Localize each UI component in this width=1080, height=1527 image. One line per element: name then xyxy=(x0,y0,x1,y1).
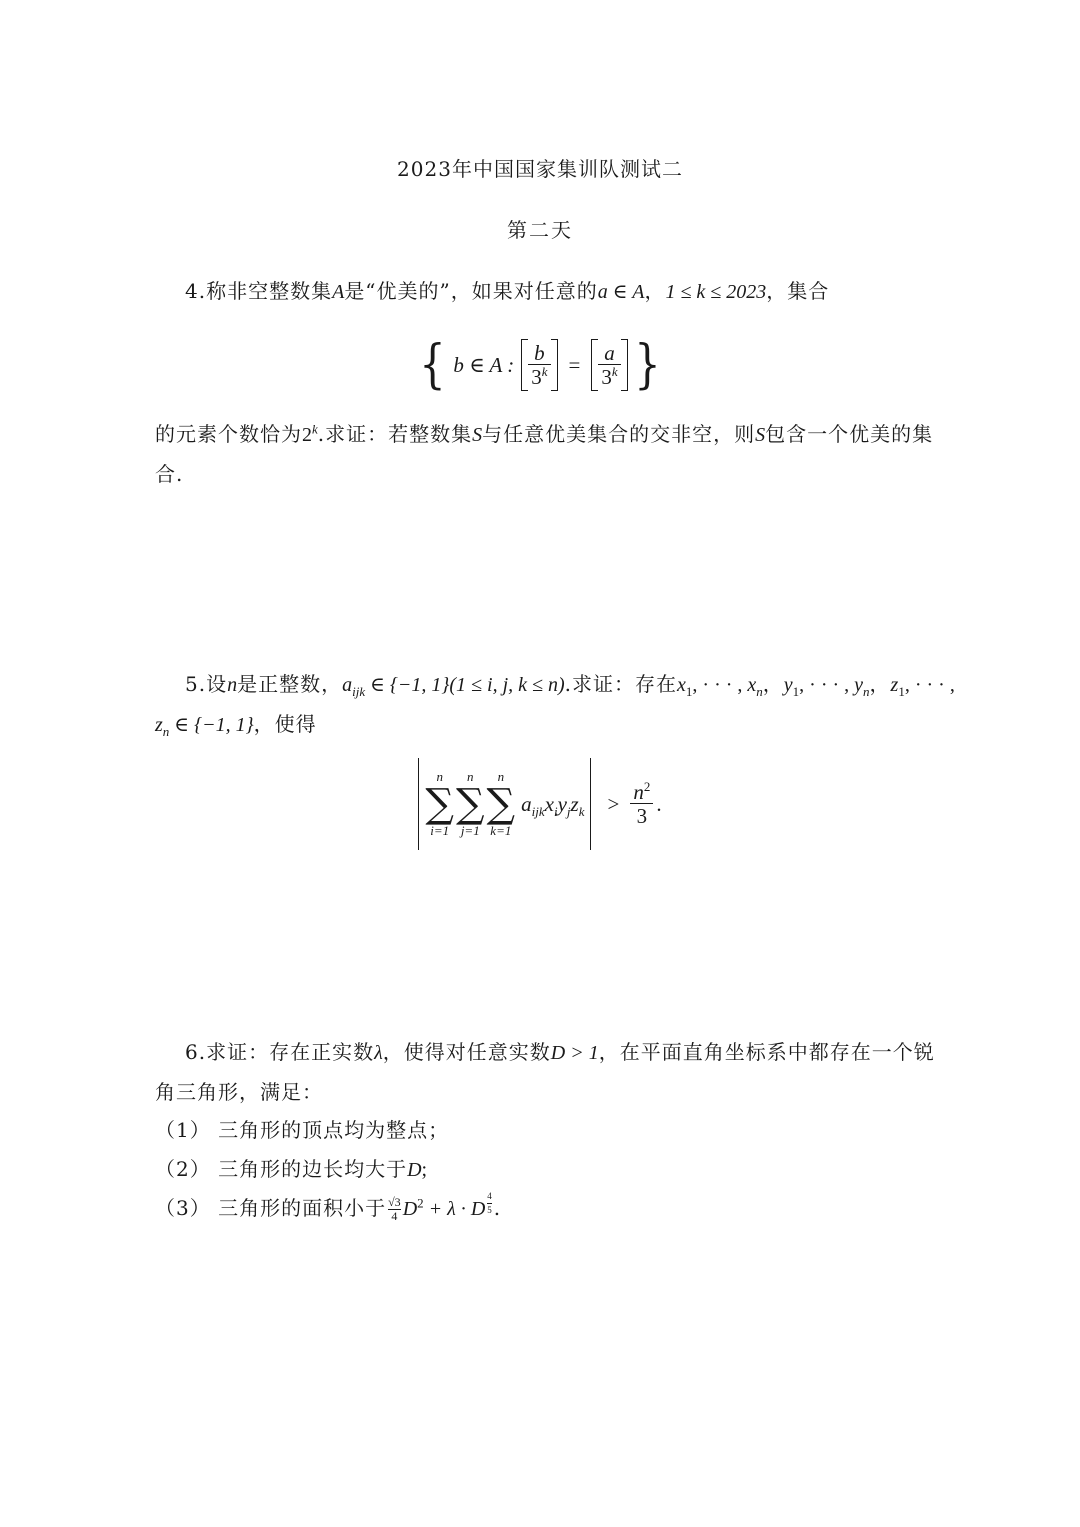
problem-5-statement: 5.设n是正整数，$a_{ijk}$ ∈ {−1, 1}(1 ≤ i, j, k ≤ n).求证：存在$x_1$, · · · , $x_n$，$y_1$, · · · , $y_n$，$z_1$, · · · , $z_n$ ∈ {−1, 1}，使得 xyxy=(155,672,955,739)
day-heading: 第二天 xyxy=(507,218,573,242)
problem-6-item-1: （1） 三角形的顶点均为整点； xyxy=(155,1118,450,1142)
problem-5-inequality: n ∑ i=1 n ∑ j=1 n ∑ k=1 $a_{ijk}x_iy_jz_k$ > $\frac{n^2}{3}$ . xyxy=(0,758,1080,850)
problem-6-statement: 6.求证：存在正实数λ，使得对任意实数D > 1，在平面直角坐标系中都存在一个锐角三角形，满足： xyxy=(155,1040,935,1104)
problem-4-set-formula: { b ∈ A : $\frac{b}{3^k}$ = $\frac{a}{3^k}$ } xyxy=(419,335,661,395)
problem-6-item-3: （3） 三角形的面积小于 $\frac{√3}{4}$ $D^2 + \lambda \cdot D$ $^{\frac{4}{5}}$ . xyxy=(155,1191,502,1223)
problem-4-statement: 4.称非空整数集A是“优美的”，如果对任意的a ∈ A，1 ≤ k ≤ 2023，集合 xyxy=(185,279,830,303)
problem-6-item-2: （2） 三角形的边长均大于D; xyxy=(155,1157,428,1181)
document-title: 2023年中国国家集训队测试二 xyxy=(397,157,683,181)
problem-4-claim: 的元素个数恰为2$^k$.求证：若整数集S与任意优美集合的交非空，则S包含一个优美的集合. xyxy=(155,421,934,486)
